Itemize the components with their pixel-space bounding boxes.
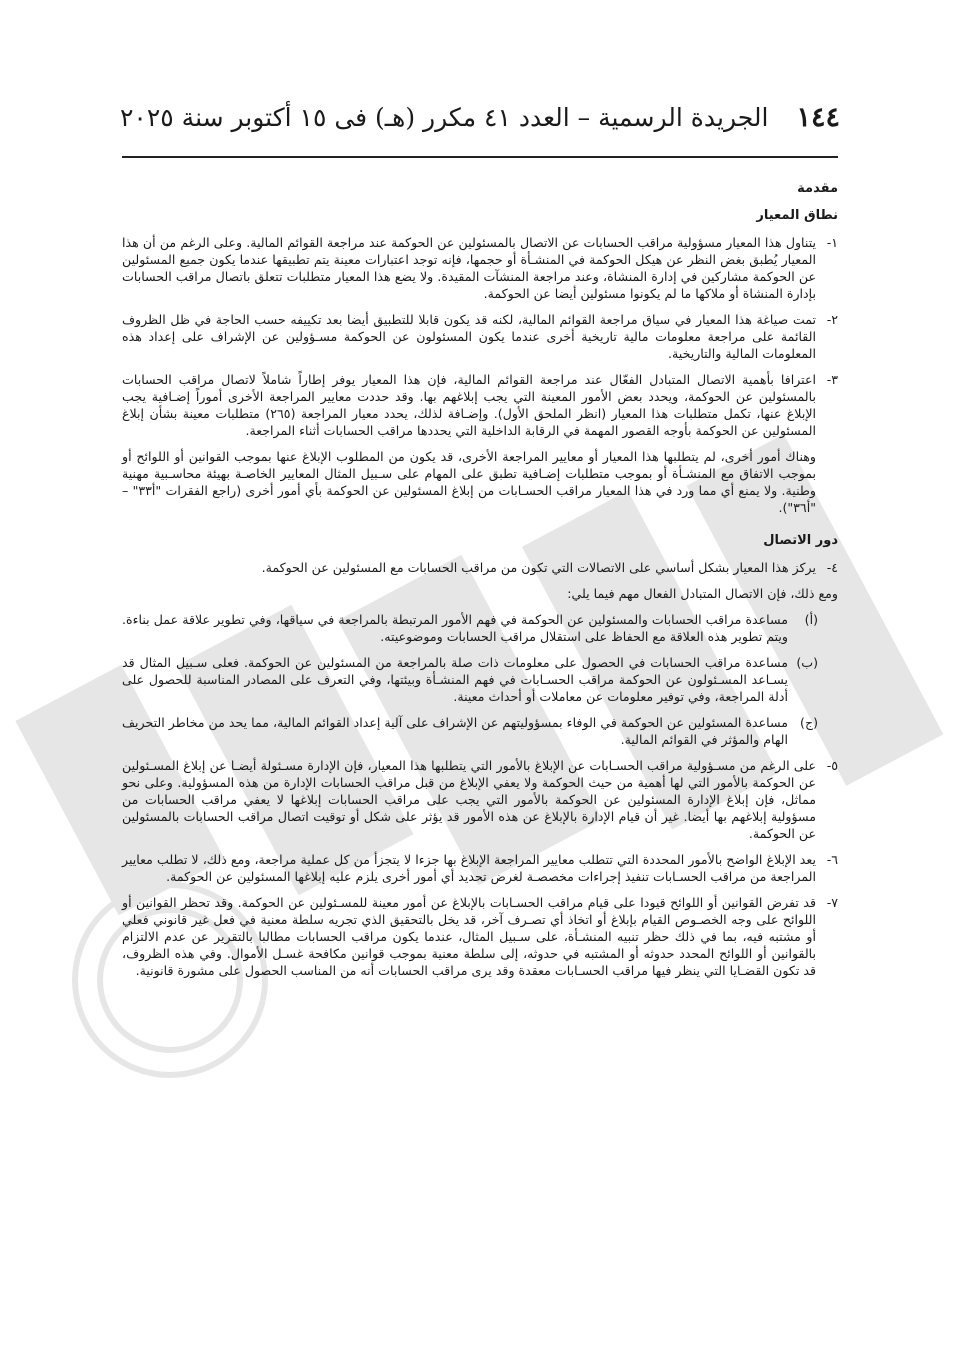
sub-paragraph-label: (ب) bbox=[796, 655, 818, 670]
paragraph-text: تمت صياغة هذا المعيار في سياق مراجعة القوائم المالية، لكنه قد يكون قابلا للتطبيق أيضا بعد تكييفه حسب الحاجة في ظل الظروف القائمة على مراجعة معلومات مالية تاريخية أخرى عندما يكون المسئولون عن الحوكمة مسـؤولين عن الإشراف على إعداد هذه المعلومات المالية والتاريخية. bbox=[122, 312, 816, 361]
section-heading-intro: مقدمة bbox=[797, 181, 838, 196]
sub-paragraph-label: (أ) bbox=[804, 612, 818, 627]
document-body bbox=[122, 176, 838, 988]
paragraph-4-intro: ومع ذلك، فإن الاتصال المتبادل الفعال مهم فيما يلي: bbox=[567, 586, 838, 601]
paragraph-number: ٢- bbox=[826, 312, 838, 327]
paragraph-1 bbox=[122, 234, 838, 302]
paragraph-number: ١- bbox=[826, 235, 838, 250]
paragraph-3-continued: وهناك أمور أخرى، لم يتطلبها هذا المعيار أو معايير المراجعة الأخرى، قد يكون من المطلوب الإبلاغ عنها بموجب القوانين أو اللوائح أو بموجب الاتفاق مع المنشـأة أو بموجب متطلبات إضـافية تطبق على المهام على سـبيل المثال المعايير الخاصـة بهيئة محاسـبية مهنية وطنية. ولا يمنع أي مما ورد في هذا المعيار مراقب الحسـابات من إبلاغ المسئولين عن الحوكمة بأي أمور أخرى (راجع الفقرات "أ٣٣" – "أ٣٦"). bbox=[122, 449, 816, 515]
paragraph-text: يعد الإبلاغ الواضح بالأمور المحددة التي تتطلب معايير المراجعة الإبلاغ بها جزءا لا يتجزأ من كل عملية مراجعة، ومع ذلك، لا تطلب معايير المراجعة من مراقب الحسـابات تنفيذ إجراءات مخصصـة لغرض تحديد أي أمور أخرى يلزم عليه إبلاغها المسئولين عن الحوكمة. bbox=[122, 852, 816, 884]
section-heading-scope: نطاق المعيار bbox=[756, 208, 838, 223]
section-heading-role: دور الاتصال bbox=[763, 533, 838, 548]
paragraph-5 bbox=[122, 757, 838, 842]
sub-paragraph-text: مساعدة المسئولين عن الحوكمة في الوفاء بمسؤوليتهم عن الإشراف على آلية إعداد القوائم المالية، مما يحد من مخاطر التحريف الهام والمؤثر في القوائم المالية. bbox=[122, 715, 788, 747]
gazette-header bbox=[120, 102, 840, 133]
sub-paragraph-c bbox=[122, 714, 818, 748]
paragraph-2 bbox=[122, 311, 838, 362]
sub-paragraph-text: مساعدة مراقب الحسابات في الحصول على معلومات ذات صلة بالمراجعة من المسئولين عن الحوكمة. فعلى سـبيل المثال قد يسـاعد المسـئولون عن الحوكمة مراقب الحسـابات في فهم المنشـأة وبيئتها، وفي التعرف على المصادر المناسبة للحصول على أدلة المراجعة، وفي توفير معلومات عن معاملات أو أحداث معينة. bbox=[122, 655, 788, 704]
paragraph-text: قد تفرض القوانين أو اللوائح قيودا على قيام مراقب الحسـابات بالإبلاغ عن أمور معينة للمسـئولين عن الحوكمة. وقد تحظر القوانين أو اللوائح على وجه الخصـوص القيام بإبلاغ أو اتخاذ أي تصـرف آخر، قد يخل بالتحقيق الذي تجريه سلطة معنية في فعل غير قانوني فعلي أو مشتبه فيه، بما في ذلك حظر تنبيه المنشـأة، على سـبيل المثال، عندما يكون مراقب الحسابات مطالبا بالتقرير عن عدم الالتزام بالقوانين أو اللوائح المحدد حدوثه أو المشتبه في حدوثه، إلى سلطة معنية بموجب قوانين مكافحة غسـل الأموال. وفي هذه الظروف، قد تكون القضـايا التي ينظر فيها مراقب الحسـابات معقدة وقد يرى مراقب الحسابات أنه من المناسب الحصول على مشورة قانونية. bbox=[122, 895, 816, 978]
page-number: ١٤٤ bbox=[796, 102, 840, 133]
paragraph-text: يتناول هذا المعيار مسؤولية مراقب الحسابات عن الاتصال بالمسئولين عن الحوكمة عند مراجعة القوائم المالية. وعلى الرغم من أن هذا المعيار يُطبق بغض النظر عن هيكل الحوكمة في المنشـأة أو حجمها، فإنه توجد اعتبارات معينة يتم تطبيقها عندما يكون جميع المسئولين عن الحوكمة مشاركين في إدارة المنشاة، وعند مراجعة المنشآت المقيدة. ولا يضع هذا المعيار متطلبات تتعلق باتصال مراقب الحسابات بإدارة المنشاة أو ملاكها ما لم يكونوا مسئولين أيضا عن الحوكمة. bbox=[122, 235, 816, 301]
paragraph-6 bbox=[122, 851, 838, 885]
header-divider bbox=[122, 156, 838, 158]
paragraph-number: ٦- bbox=[826, 852, 838, 867]
paragraph-text: يركز هذا المعيار بشكل أساسي على الاتصالات التي تكون من مراقب الحسابات مع المسئولين عن الحوكمة. bbox=[261, 560, 816, 575]
sub-paragraph-label: (ج) bbox=[800, 715, 818, 730]
paragraph-number: ٤- bbox=[826, 560, 838, 575]
paragraph-text: اعترافا بأهمية الاتصال المتبادل الفعّال عند مراجعة القوائم المالية، فإن هذا المعيار يوفر إطاراً شاملاً لاتصال مراقب الحسابات بالمسئولين عن الحوكمة، ويحدد بعض الأمور المعينة التي يجب إبلاغهم بها. وقد حددت معايير المراجعة الأخرى أموراً إضـافية يجب الإبلاغ عنها، تكمل متطلبات هذا المعيار (انظر الملحق الأول). وإضـافة لذلك، يحدد معيار المراجعة (٢٦٥) متطلبات معينة بشأن إبلاغ المسئولين عن الحوكمة بأوجه القصور المهمة في الرقابة الداخلية التي يحددها مراقب الحسابات أثناء المراجعة. bbox=[122, 372, 817, 438]
sub-paragraph-text: مساعدة مراقب الحسابات والمسئولين عن الحوكمة في فهم الأمور المرتبطة بالمراجعة في سياقها، وفي تطوير علاقة عمل بناءة. ويتم تطوير هذه العلاقة مع الحفاظ على استقلال مراقب الحسابات وموضوعيته. bbox=[122, 612, 788, 644]
paragraph-3 bbox=[122, 371, 838, 439]
paragraph-number: ٣- bbox=[826, 372, 838, 387]
paragraph-text: على الرغم من مسـؤولية مراقب الحسـابات عن الإبلاغ بالأمور التي يتطلبها هذا المعيار، فإن الإدارة مسـئولة أيضـا عن إبلاغ المسـئولين عن الحوكمة بالأمور التي لها أهمية من حيث الحوكمة ولا يعفي الإبلاغ من قبل مراقب الحسابات الإدارة من هذه المسؤولية. وعلى نحو مماثل، فإن إبلاغ الإدارة المسئولين عن الحوكمة بالأمور التي يجب على مراقب الحسابات إبلاغها لا يعفي مراقب الحسابات من مسؤولية إبلاغهم بها أيضا. غير أن قيام الإدارة بالإبلاغ عن هذه الأمور قد يؤثر على شكل أو توقيت اتصال مراقب الحسابات بالمسئولين عن الحوكمة. bbox=[122, 758, 816, 841]
paragraph-4 bbox=[122, 559, 838, 576]
sub-paragraph-a bbox=[122, 611, 818, 645]
sub-paragraph-b bbox=[122, 654, 818, 705]
gazette-title: الجريدة الرسمية – العدد ٤١ مكرر (هـ) فى ١٥ أكتوبر سنة ٢٠٢٥ bbox=[120, 103, 769, 132]
paragraph-7 bbox=[122, 894, 838, 979]
paragraph-number: ٥- bbox=[826, 758, 838, 773]
paragraph-number: ٧- bbox=[826, 895, 838, 910]
